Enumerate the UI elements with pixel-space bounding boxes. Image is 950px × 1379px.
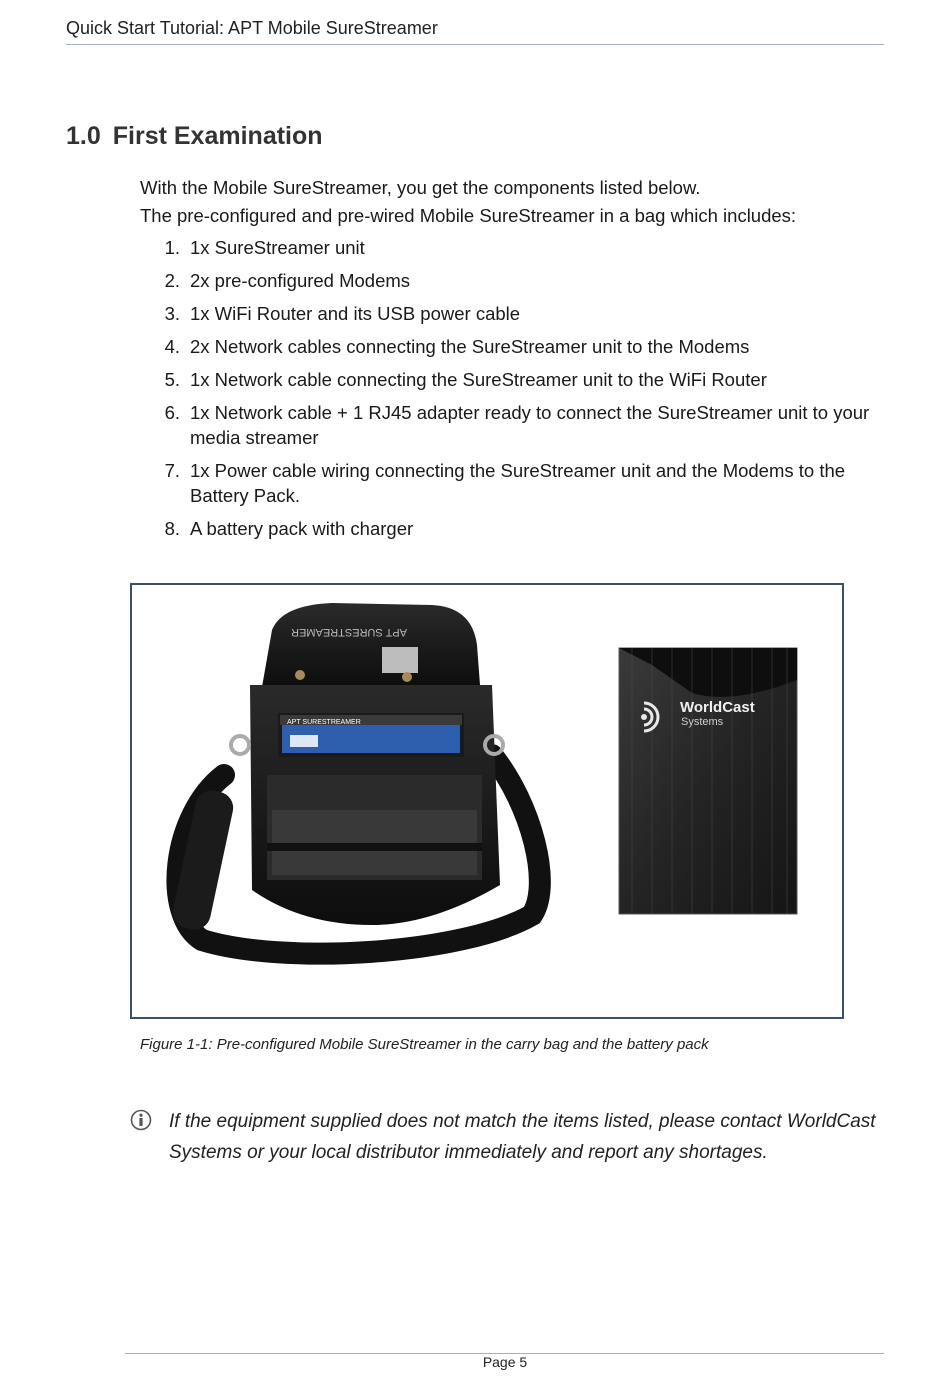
- list-item: [140, 400, 875, 450]
- list-item-text: A battery pack with charger: [190, 518, 414, 539]
- component-list: [140, 235, 875, 549]
- list-item: [140, 301, 875, 326]
- list-item-text: 2x pre-configured Modems: [190, 270, 411, 291]
- list-item-number: 2.: [164, 270, 180, 291]
- note-text: If the equipment supplied does not match the items listed, please contact WorldCast Systems or your local distributor immediately and report any shortages.: [169, 1111, 876, 1163]
- info-icon: [130, 1109, 152, 1131]
- list-item-text: 1x SureStreamer unit: [190, 237, 365, 258]
- list-item-number: 3.: [164, 303, 180, 324]
- battery-logo-line2: Systems: [681, 716, 724, 728]
- figure-frame: [130, 583, 844, 1019]
- list-item-text: 2x Network cables connecting the SureStreamer unit to the Modems: [190, 336, 750, 357]
- list-item-text: 1x Network cable connecting the SureStreamer unit to the WiFi Router: [190, 369, 767, 390]
- list-item-number: 4.: [164, 336, 180, 357]
- section-number: 1.0: [66, 122, 101, 150]
- bag-print-text: APT SURESTREAMER: [291, 626, 407, 638]
- list-item: [140, 334, 875, 359]
- intro-line-2: The pre-configured and pre-wired Mobile SureStreamer in a bag which includes:: [140, 205, 797, 226]
- list-item: [140, 458, 875, 508]
- battery-logo-line1: WorldCast: [680, 699, 755, 716]
- running-header: Quick Start Tutorial: APT Mobile SureStreamer: [66, 18, 884, 45]
- list-item-number: 6.: [164, 402, 180, 423]
- list-item-text: 1x Network cable + 1 RJ45 adapter ready to connect the SureStreamer unit to your media streamer: [190, 402, 870, 448]
- section-title: [66, 122, 323, 151]
- list-item-number: 7.: [164, 460, 180, 481]
- list-item-number: 1.: [164, 237, 180, 258]
- intro-line-1: With the Mobile SureStreamer, you get the components listed below.: [140, 177, 701, 198]
- carry-bag-image: [170, 603, 540, 954]
- figure-illustration: [132, 585, 842, 1017]
- list-item: [140, 235, 875, 260]
- page-number: Page 5: [482, 1354, 528, 1370]
- figure-caption: Figure 1-1: Pre-configured Mobile SureStreamer in the carry bag and the battery pack: [140, 1036, 709, 1053]
- list-item: [140, 516, 875, 541]
- list-item-number: 8.: [164, 518, 180, 539]
- list-item: [140, 367, 875, 392]
- list-item-number: 5.: [164, 369, 180, 390]
- unit-label-text: APT SURESTREAMER: [287, 719, 361, 726]
- list-item-text: 1x WiFi Router and its USB power cable: [190, 303, 521, 324]
- list-item-text: 1x Power cable wiring connecting the SureStreamer unit and the Modems to the Battery Pack.: [190, 460, 846, 506]
- intro-paragraph: [140, 174, 796, 230]
- list-item: [140, 268, 875, 293]
- section-title-text: First Examination: [112, 122, 323, 150]
- battery-pack-image: [619, 648, 797, 914]
